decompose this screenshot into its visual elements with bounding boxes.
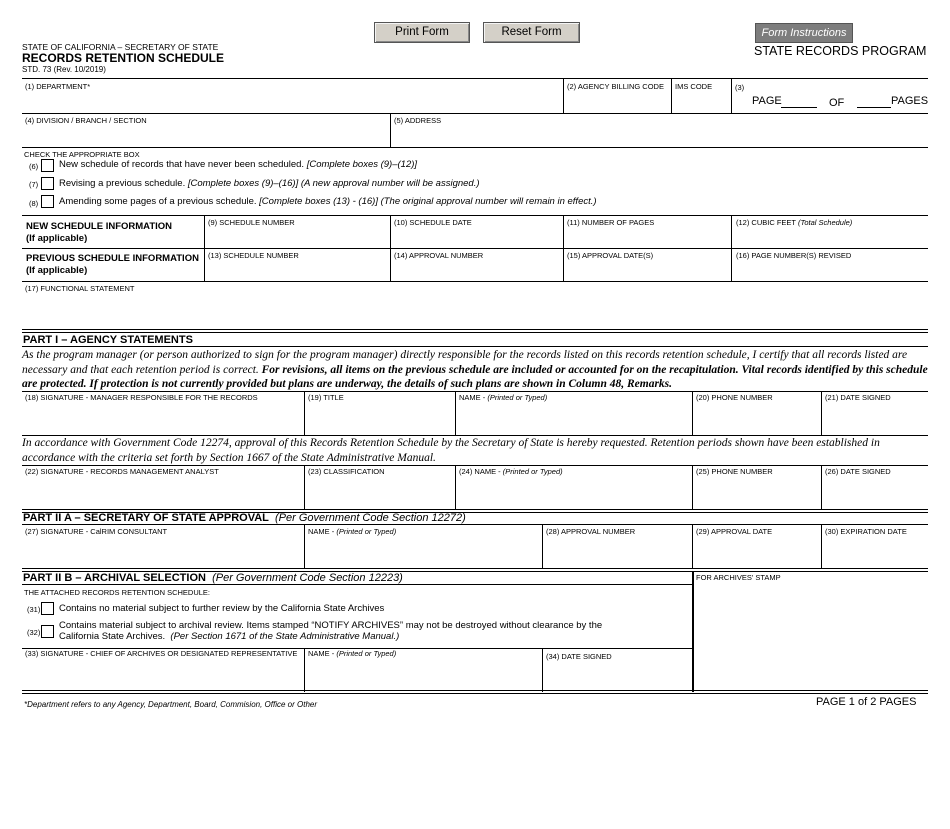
division-field[interactable]	[25, 128, 385, 144]
page-count: PAGE 1 of 2 PAGES	[816, 696, 917, 708]
chief-date-signed-label: (34) DATE SIGNED	[546, 652, 612, 661]
cubic-feet-field[interactable]	[736, 230, 924, 246]
schedule-date-label: (10) SCHEDULE DATE	[394, 218, 472, 227]
phone-number-label: (20) PHONE NUMBER	[696, 393, 773, 402]
previous-schedule-heading: PREVIOUS SCHEDULE INFORMATION (If applicable)	[26, 253, 199, 276]
part2a-approval-number-field[interactable]	[546, 539, 688, 565]
option-7-text: Revising a previous schedule. [Complete boxes (9)–(16)] (A new approval number will be assigned.)	[59, 178, 480, 189]
divider	[22, 78, 928, 79]
title-label: (19) TITLE	[308, 393, 344, 402]
expiration-date-label: (30) EXPIRATION DATE	[825, 527, 907, 536]
approval-number-field[interactable]	[394, 263, 559, 279]
analyst-date-field[interactable]	[825, 479, 925, 505]
government-code-statement: In accordance with Government Code 12274, approval of this Records Retention Schedule by the Secretary of State is hereby requested. Retention periods shown have been established in accordance with the criteria set forth by Section 1667 of the State Administrative Manual.	[22, 437, 880, 464]
consultant-signature-label: (27) SIGNATURE - CalRIM CONSULTANT	[25, 527, 168, 536]
title-field[interactable]	[308, 405, 451, 431]
program-name: STATE RECORDS PROGRAM	[754, 44, 927, 58]
ims-code-field[interactable]	[675, 94, 725, 110]
divider	[692, 465, 693, 509]
phone-number-field[interactable]	[696, 405, 816, 431]
page-title: RECORDS RETENTION SCHEDULE	[22, 51, 225, 65]
divider	[22, 568, 928, 569]
manager-signature-label: (18) SIGNATURE - MANAGER RESPONSIBLE FOR THE RECORDS	[25, 393, 258, 402]
billing-code-label: (2) AGENCY BILLING CODE	[567, 82, 664, 91]
part-2a-heading: PART II A – SECRETARY OF STATE APPROVAL (Per Government Code Section 12272)	[23, 512, 466, 524]
prev-schedule-number-field[interactable]	[208, 263, 386, 279]
box3-label: (3)	[735, 83, 745, 92]
analyst-name-label: (24) NAME - (Printed or Typed)	[459, 467, 563, 476]
attached-schedule-label: THE ATTACHED RECORDS RETENTION SCHEDULE:	[24, 588, 210, 597]
option-32-text: Contains material subject to archival review. Items stamped “NOTIFY ARCHIVES” may not be destroyed without clearance by the	[59, 620, 603, 631]
department-field[interactable]	[25, 94, 560, 110]
footnote: *Department refers to any Agency, Department, Board, Commision, Office or Other	[24, 700, 318, 709]
divider	[22, 465, 928, 466]
divider	[22, 693, 928, 694]
divider	[22, 329, 928, 330]
reset-form-button[interactable]: Reset Form	[483, 22, 580, 43]
functional-statement-field[interactable]	[25, 296, 925, 326]
address-field[interactable]	[394, 128, 924, 144]
date-signed-field[interactable]	[825, 405, 925, 431]
chief-date-signed-field[interactable]	[546, 664, 688, 688]
divider	[542, 524, 543, 568]
page-field[interactable]	[781, 95, 817, 107]
pages-field[interactable]	[857, 95, 891, 107]
option-32-number: (32)	[27, 628, 41, 637]
divider	[22, 584, 692, 585]
archival-review-checkbox[interactable]	[41, 625, 54, 638]
new-schedule-checkbox[interactable]	[41, 159, 54, 172]
form-instructions-button[interactable]: Form Instructions	[755, 23, 853, 43]
consultant-name-field[interactable]	[308, 539, 538, 565]
option-32-text-line2: California State Archives. (Per Section 1671 of the State Administrative Manual.)	[59, 631, 400, 642]
schedule-number-field[interactable]	[208, 230, 386, 246]
amending-schedule-checkbox[interactable]	[41, 195, 54, 208]
part2a-approval-number-label: (28) APPROVAL NUMBER	[546, 527, 636, 536]
approval-date-label: (29) APPROVAL DATE	[696, 527, 773, 536]
form-number: STD. 73 (Rev. 10/2019)	[22, 65, 106, 74]
division-label: (4) DIVISION / BRANCH / SECTION	[25, 116, 147, 125]
schedule-number-label: (9) SCHEDULE NUMBER	[208, 218, 295, 227]
divider	[671, 78, 672, 113]
divider	[692, 571, 694, 692]
divider	[22, 524, 928, 525]
divider	[821, 465, 822, 509]
chief-name-label: NAME - (Printed or Typed)	[308, 649, 397, 658]
approval-dates-label: (15) APPROVAL DATE(S)	[567, 251, 654, 260]
option-8-number: (8)	[29, 199, 39, 208]
expiration-date-field[interactable]	[825, 539, 925, 565]
classification-label: (23) CLASSIFICATION	[308, 467, 385, 476]
pages-revised-field[interactable]	[736, 263, 924, 279]
option-31-text: Contains no material subject to further review by the California State Archives	[59, 603, 385, 614]
check-box-heading: CHECK THE APPROPRIATE BOX	[24, 150, 140, 159]
agency-name: STATE OF CALIFORNIA – SECRETARY OF STATE	[22, 42, 219, 52]
divider	[692, 391, 693, 435]
pages-revised-label: (16) PAGE NUMBER(S) REVISED	[736, 251, 852, 260]
archives-stamp-label: FOR ARCHIVES' STAMP	[696, 573, 781, 582]
ims-code-label: IMS CODE	[675, 82, 713, 91]
functional-statement-label: (17) FUNCTIONAL STATEMENT	[25, 284, 135, 293]
billing-code-field[interactable]	[567, 94, 667, 110]
date-signed-label: (21) DATE SIGNED	[825, 393, 891, 402]
address-label: (5) ADDRESS	[394, 116, 442, 125]
divider	[22, 248, 928, 249]
cubic-feet-label: (12) CUBIC FEET (Total Schedule)	[736, 218, 853, 227]
pages-underline	[857, 107, 891, 108]
divider	[455, 391, 456, 435]
divider	[22, 113, 928, 114]
divider	[390, 113, 391, 147]
option-6-text: New schedule of records that have never been scheduled. [Complete boxes (9)–(12)]	[59, 159, 418, 170]
manager-name-field[interactable]	[459, 405, 689, 431]
schedule-date-field[interactable]	[394, 230, 559, 246]
divider	[22, 332, 928, 333]
prev-schedule-number-label: (13) SCHEDULE NUMBER	[208, 251, 299, 260]
print-form-button[interactable]: Print Form	[374, 22, 470, 43]
divider	[304, 465, 305, 509]
divider	[22, 690, 928, 691]
number-of-pages-field[interactable]	[567, 230, 727, 246]
part-1-statement: As the program manager (or person authorized to sign for the program manager) directly responsible for the records listed on this records retention schedule, I certify that all records listed are necessary and that each retention period is correct. For revisions, all items on the previous schedule are included or accounted for on the recapitulation. Vital records identified by this schedule are protected. If protection is not currently provided but plans are underway, the details of such plans are shown in Column 48, Remarks.	[22, 349, 928, 390]
divider	[692, 524, 693, 568]
divider	[542, 648, 543, 692]
of-label: OF	[829, 97, 845, 109]
divider	[22, 391, 928, 392]
analyst-signature-label: (22) SIGNATURE - RECORDS MANAGEMENT ANALYST	[25, 467, 219, 476]
manager-name-label: NAME - (Printed or Typed)	[459, 393, 548, 402]
divider	[22, 346, 928, 347]
number-of-pages-label: (11) NUMBER OF PAGES	[567, 218, 655, 227]
approval-date-field[interactable]	[696, 539, 816, 565]
divider	[304, 391, 305, 435]
no-material-checkbox[interactable]	[41, 602, 54, 615]
new-schedule-heading: NEW SCHEDULE INFORMATION (If applicable)	[26, 221, 173, 244]
approval-number-label: (14) APPROVAL NUMBER	[394, 251, 484, 260]
option-6-number: (6)	[29, 162, 39, 171]
divider	[22, 147, 928, 148]
divider	[455, 465, 456, 509]
classification-field[interactable]	[308, 479, 451, 505]
part-2b-heading: PART II B – ARCHIVAL SELECTION (Per Government Code Section 12223)	[23, 572, 403, 584]
divider	[821, 524, 822, 568]
analyst-phone-label: (25) PHONE NUMBER	[696, 467, 773, 476]
department-label: (1) DEPARTMENT*	[25, 82, 91, 91]
divider	[22, 281, 928, 282]
pages-label: PAGES	[891, 95, 929, 107]
page-underline	[781, 107, 817, 108]
analyst-phone-field[interactable]	[696, 479, 816, 505]
divider	[731, 78, 732, 113]
revising-schedule-checkbox[interactable]	[41, 177, 54, 190]
part-1-heading: PART I – AGENCY STATEMENTS	[23, 334, 193, 346]
divider	[22, 509, 928, 510]
divider	[304, 524, 305, 568]
divider	[22, 215, 928, 216]
divider	[563, 78, 564, 113]
option-8-text: Amending some pages of a previous schedule. [Complete boxes (13) - (16)] (The original approval number will remain in effect.)	[59, 196, 597, 207]
approval-dates-field[interactable]	[567, 263, 727, 279]
divider	[821, 391, 822, 435]
option-31-number: (31)	[27, 605, 41, 614]
chief-name-field[interactable]	[308, 661, 538, 687]
divider	[304, 648, 305, 692]
analyst-name-field[interactable]	[459, 479, 689, 505]
consultant-name-label: NAME - (Printed or Typed)	[308, 527, 397, 536]
page-label: PAGE	[752, 95, 782, 107]
analyst-date-label: (26) DATE SIGNED	[825, 467, 891, 476]
chief-signature-label: (33) SIGNATURE - CHIEF OF ARCHIVES OR DESIGNATED REPRESENTATIVE	[25, 649, 298, 658]
option-7-number: (7)	[29, 180, 39, 189]
